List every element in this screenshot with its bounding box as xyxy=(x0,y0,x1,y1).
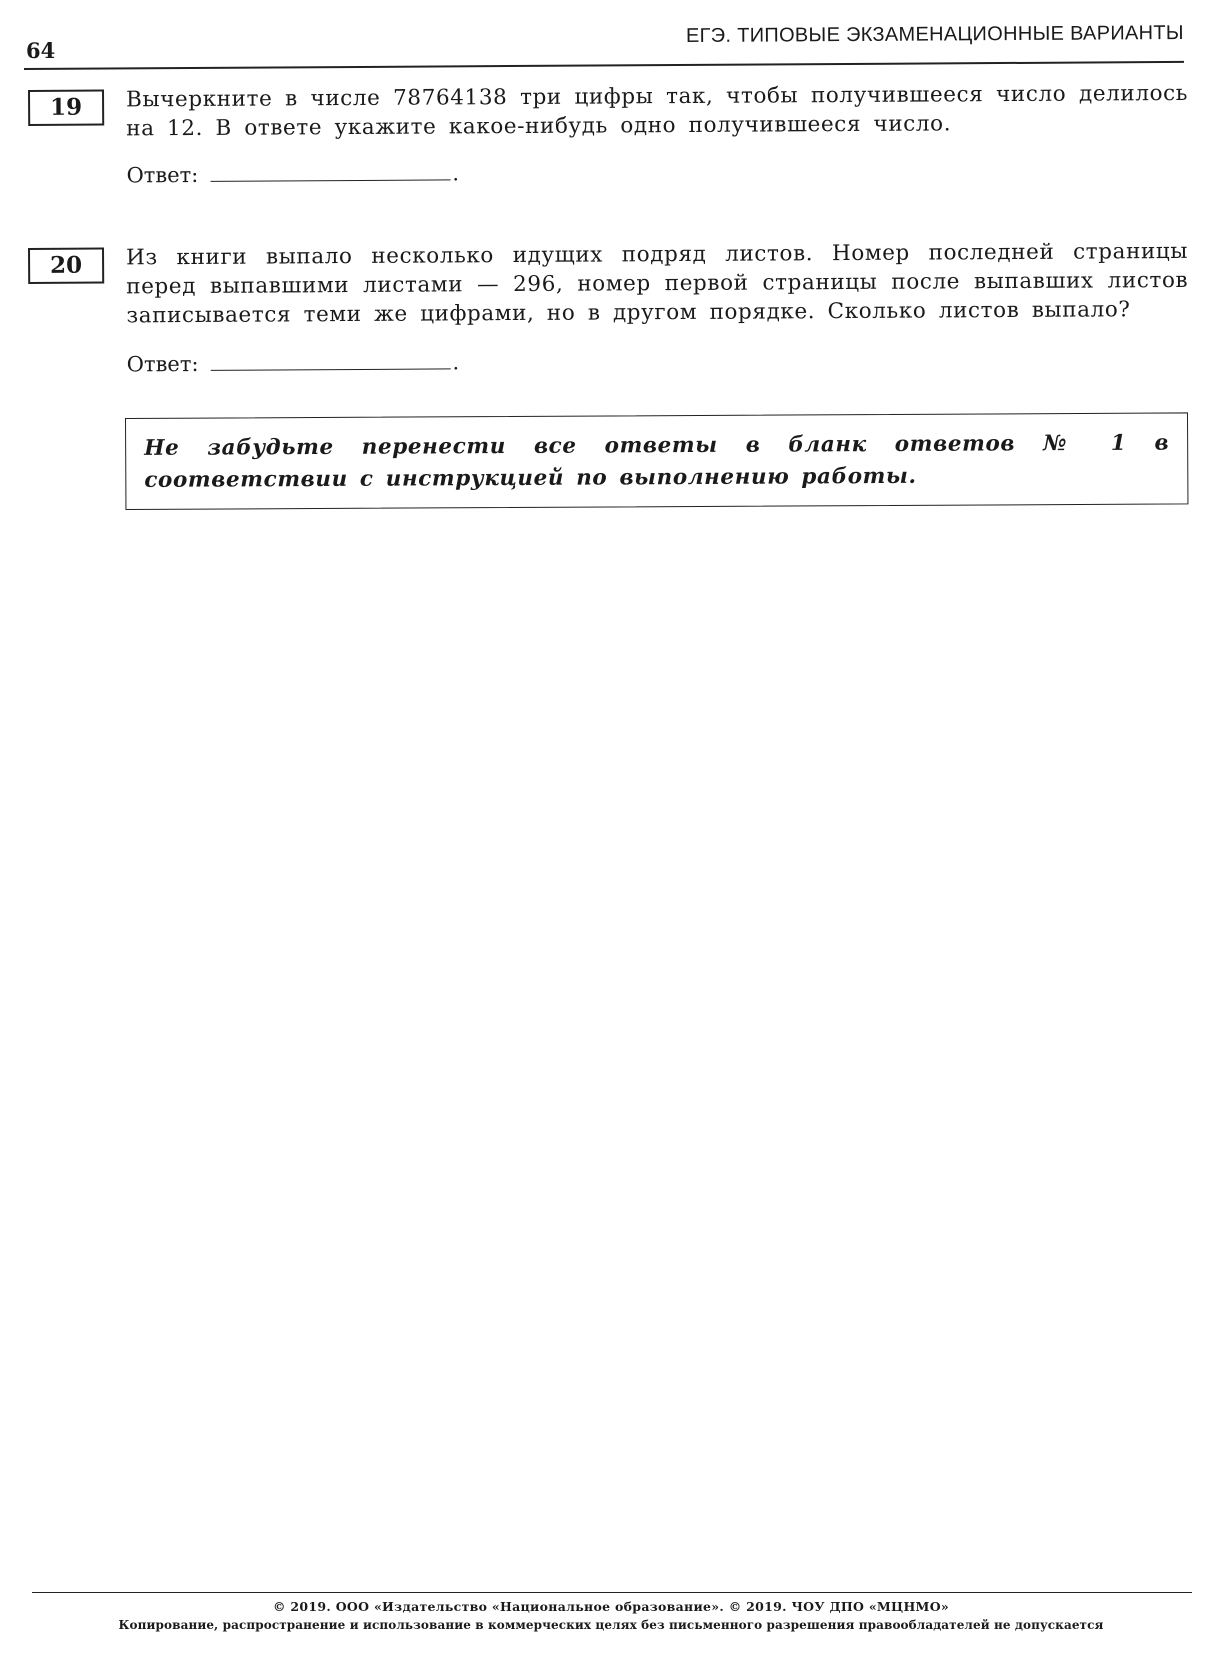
answer-field[interactable] xyxy=(210,159,450,181)
header-rule xyxy=(24,61,1184,70)
task-text: Вычеркните в числе 78764138 три цифры так, чтобы получившееся число делилось на 12. В ответе укажите какое-нибудь одно получившееся число. xyxy=(125,80,1189,142)
running-title: ЕГЭ. ТИПОВЫЕ ЭКЗАМЕНАЦИОННЫЕ ВАРИАНТЫ xyxy=(686,22,1185,48)
answer-field[interactable] xyxy=(210,348,450,370)
answer-line xyxy=(127,348,460,376)
answer-period: . xyxy=(452,350,460,375)
footer-copyright: © 2019. ООО «Издательство «Национальное образование». © 2019. ЧОУ ДПО «МЦНМО» xyxy=(272,1599,949,1614)
task-19 xyxy=(28,80,1199,200)
task-20 xyxy=(28,238,1199,388)
footer-rule xyxy=(32,1592,1192,1593)
answer-label: Ответ: xyxy=(126,351,199,377)
task-number-box: 19 xyxy=(28,90,104,126)
answer-period: . xyxy=(452,161,460,186)
answer-label: Ответ: xyxy=(126,162,199,188)
task-number-box: 20 xyxy=(28,248,104,284)
reminder-text: Не забудьте перенести все ответы в бланк ответов № 1 в соответствии с инструкцией по выполнению работы. xyxy=(144,430,1170,493)
page-number: 64 xyxy=(26,38,56,63)
reminder-box xyxy=(125,412,1188,510)
footer-notice: Копирование, распространение и использование в коммерческих целях без письменного разрешения правообладателей не допускается xyxy=(118,1618,1104,1632)
task-text: Из книги выпало несколько идущих подряд листов. Номер последней страницы перед выпавшими листами — 296, номер первой страницы после выпавших листов записывается теми же цифрами, но в другом порядке. Сколько листов выпало? xyxy=(125,238,1189,329)
answer-line xyxy=(126,159,459,187)
